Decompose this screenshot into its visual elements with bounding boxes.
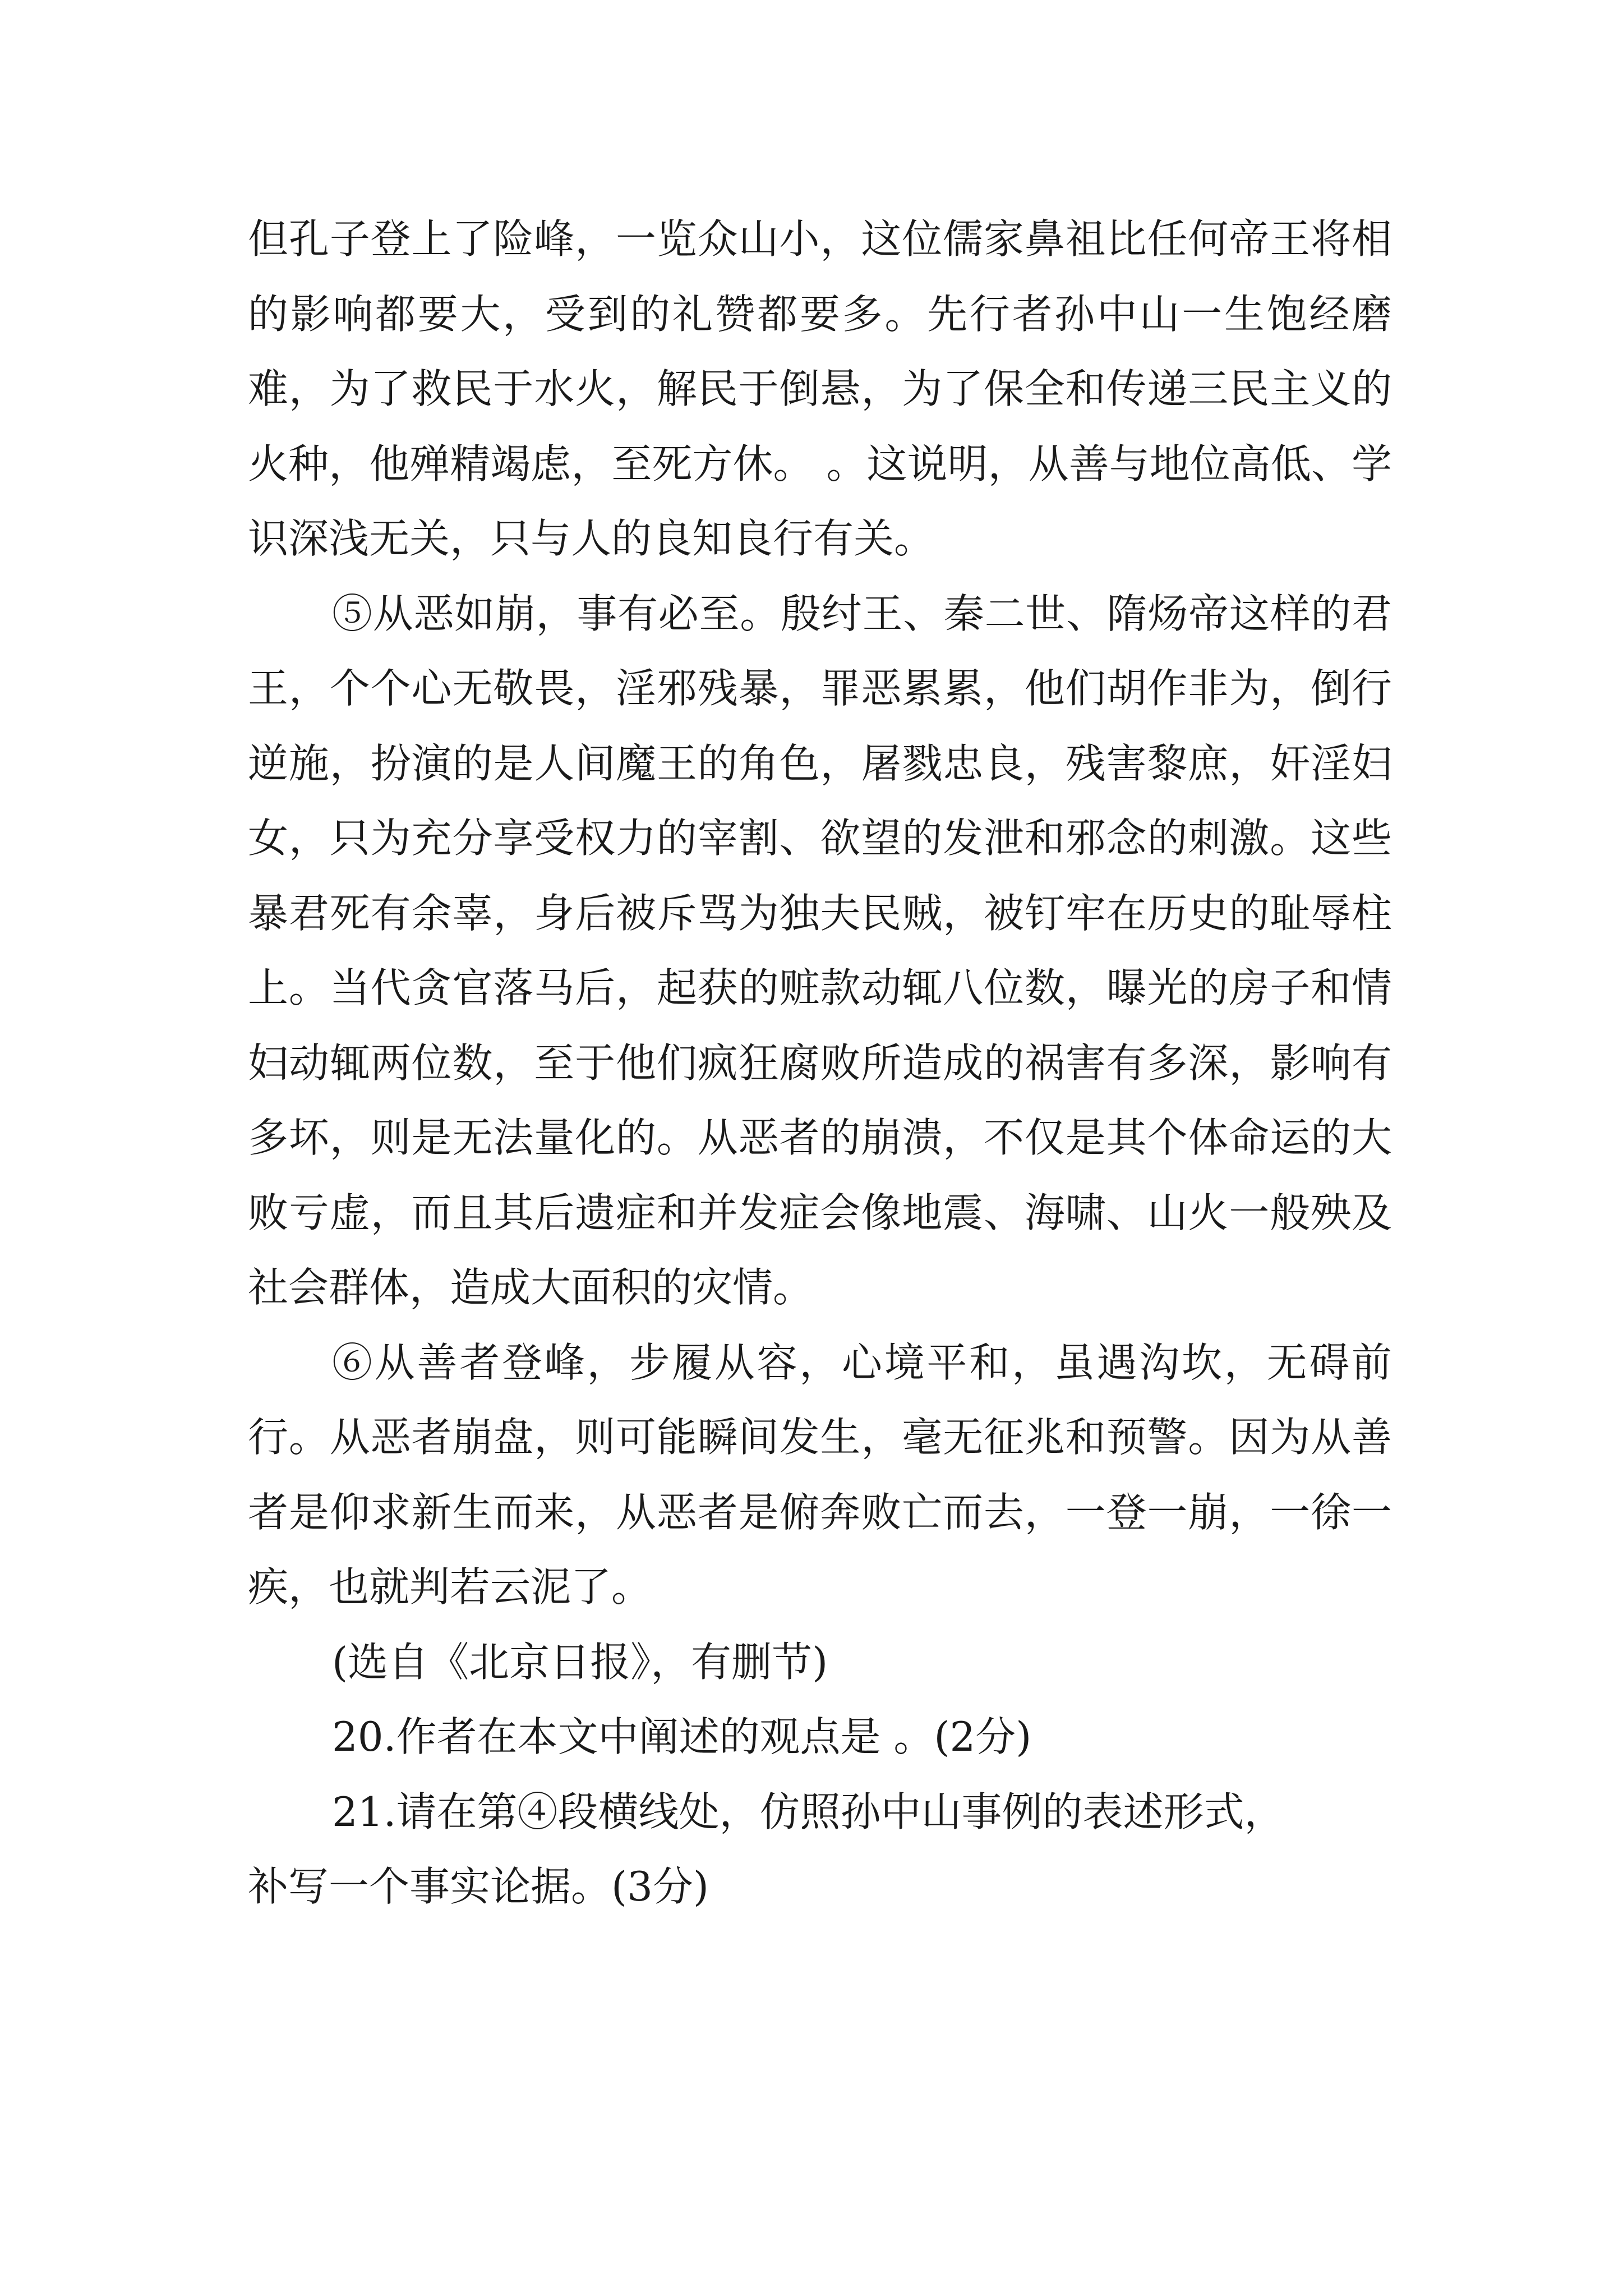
paragraph-5: ⑤从恶如崩，事有必至。殷纣王、秦二世、隋炀帝这样的君王，个个心无敬畏，淫邪残暴，罪恶累累，他们胡作非为，倒行逆施，扮演的是人间魔王的角色，屠戮忠良，残害黎庶，奸淫妇女，只为充分享受权力的宰割、欲望的发泄和邪念的刺激。这些暴君死有余辜，身后被斥骂为独夫民贼，被钉牢在历史的耻辱柱上。当代贪官落马后，起获的赃款动辄八位数，曝光的房子和情妇动辄两位数，至于他们疯狂腐败所造成的祸害有多深，影响有多坏，则是无法量化的。从恶者的崩溃，不仅是其个体命运的大败亏虚，而且其后遗症和并发症会像地震、海啸、山火一般殃及社会群体，造成大面积的灾情。 (248, 590, 1392, 1311)
question-21-line-2: 补写一个事实论据。(3分) (248, 1863, 709, 1910)
article-body (248, 202, 1392, 1925)
paragraph-6: ⑥从善者登峰，步履从容，心境平和，虽遇沟坎，无碍前行。从恶者崩盘，则可能瞬间发生，毫无征兆和预警。因为从善者是仰求新生而来，从恶者是俯奔败亡而去，一登一崩，一徐一疾，也就判若云泥了。 (248, 1338, 1392, 1611)
source-note: (选自《北京日报》，有删节) (332, 1638, 828, 1686)
paragraph-4-continued: 但孔子登上了险峰，一览众山小，这位儒家鼻祖比任何帝王将相的影响都要大，受到的礼赞都要多。先行者孙中山一生饱经磨难，为了救民于水火，解民于倒悬，为了保全和传递三民主义的火种，他殚精竭虑，至死方休。 。这说明，从善与地位高低、学识深浅无关，只与人的良知良行有关。 (248, 215, 1392, 562)
question-21-line-1: 21.请在第④段横线处，仿照孙中山事例的表述形式， (332, 1788, 1285, 1835)
question-20: 20.作者在本文中阐述的观点是 。(2分) (332, 1713, 1032, 1760)
